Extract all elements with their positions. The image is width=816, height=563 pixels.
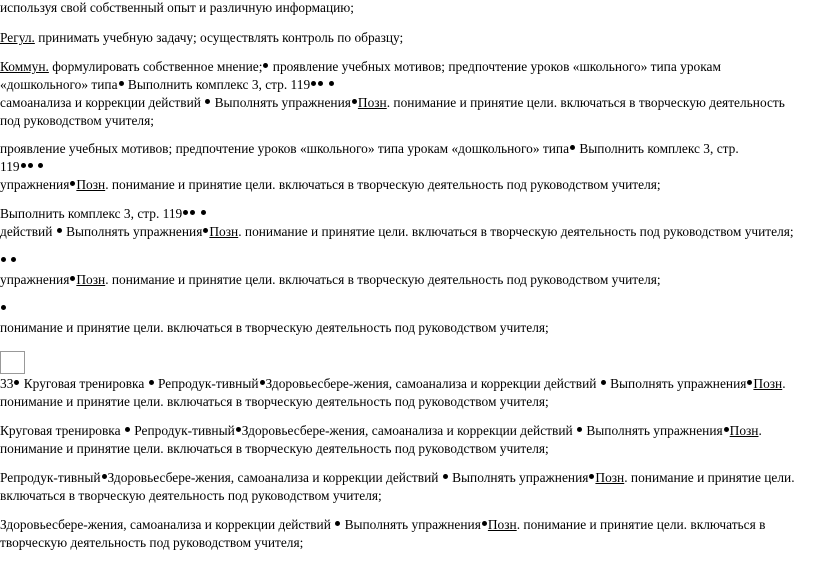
- bullet-icon: [1, 305, 6, 310]
- line-text: самоанализа и коррекции действий: [0, 95, 205, 110]
- bullet-icon: [183, 210, 188, 215]
- line-text: Репродук-тивный: [0, 470, 101, 485]
- text-line-22: [0, 517, 765, 533]
- bullet-icon: [263, 63, 268, 68]
- line-text: используя свой собственный опыт и различную информацию;: [0, 0, 354, 15]
- line-text: Выполнять упражнения: [62, 224, 203, 239]
- line-text: проявление учебных мотивов; предпочтение уроков «школьного» типа урокам «дошкольного» типа: [0, 141, 570, 156]
- bullet-icon: [482, 521, 487, 526]
- line-text: понимание и принятие цели. включаться в творческую деятельность под руководством учителя;: [0, 320, 549, 335]
- bullet-icon: [570, 145, 575, 150]
- bullet-icon: [577, 427, 582, 432]
- line-text: понимание и принятие цели. включаться в творческую деятельность под руководством учителя;: [0, 394, 549, 409]
- bullet-icon: [329, 81, 334, 86]
- empty-cell-box: [0, 351, 25, 374]
- bullet-icon: [589, 474, 594, 479]
- line-text: Репродук-тивный: [130, 423, 235, 438]
- line-text: Выполнять упражнения: [606, 376, 747, 391]
- pozn-link[interactable]: Позн: [357, 95, 387, 110]
- line-text: Здоровьесбере-жения, самоанализа и коррекции действий: [241, 423, 577, 438]
- text-line-3: [0, 59, 721, 75]
- line-text: Выполнить комплекс 3, стр.: [576, 141, 739, 156]
- text-line-5: [0, 95, 785, 111]
- text-line-17: [0, 394, 549, 410]
- line-text: принимать учебную задачу; осуществлять контроль по образцу;: [34, 30, 404, 45]
- text-line-1: [0, 0, 354, 16]
- text-line-4: [0, 77, 335, 93]
- bullet-icon: [21, 163, 26, 168]
- bullet-icon: [601, 380, 606, 385]
- bullet-icon: [335, 521, 340, 526]
- text-line-8: [0, 159, 44, 175]
- text-line-11: [0, 224, 794, 240]
- text-line-20: [0, 470, 795, 486]
- text-line-15: [0, 320, 549, 336]
- bullet-icon: [747, 380, 752, 385]
- bullet-icon: [125, 427, 130, 432]
- line-text: Круговая тренировка: [20, 376, 148, 391]
- bullet-icon: [190, 210, 195, 215]
- line-text: упражнения: [0, 177, 70, 192]
- bullet-icon: [119, 81, 124, 86]
- line-text: понимание и принятие цели. включаться в творческую деятельность под руководством учителя;: [0, 441, 549, 456]
- line-text: Здоровьесбере-жения, самоанализа и коррекции действий: [107, 470, 442, 485]
- bullet-icon: [318, 81, 323, 86]
- line-text: . понимание и принятие цели. включаться в творческую деятельность: [386, 95, 785, 110]
- text-line-18: [0, 423, 762, 439]
- text-line-6: [0, 113, 154, 129]
- bullet-icon: [149, 380, 154, 385]
- pozn-link[interactable]: Позн: [76, 177, 106, 192]
- line-text: действий: [0, 224, 56, 239]
- bullet-icon: [57, 228, 62, 233]
- text-line-2: [0, 30, 403, 46]
- pozn-link[interactable]: Позн: [76, 272, 106, 287]
- text-line-21: [0, 488, 382, 504]
- pozn-link[interactable]: Позн: [209, 224, 239, 239]
- line-text: Выполнять упражнения: [583, 423, 723, 438]
- text-line-23: [0, 535, 303, 551]
- line-text: .: [758, 423, 762, 438]
- line-text: Круговая тренировка: [0, 423, 124, 438]
- text-line-10: [0, 206, 207, 222]
- bullet-icon: [311, 81, 316, 86]
- line-text: включаться в творческую деятельность под руководством учителя;: [0, 488, 382, 503]
- bullet-icon: [203, 228, 208, 233]
- line-text: под руководством учителя;: [0, 113, 154, 128]
- text-line-19: [0, 441, 549, 457]
- bullet-icon: [70, 276, 75, 281]
- line-text: Выполнять упражнения: [448, 470, 589, 485]
- line-text: 119: [0, 159, 20, 174]
- bullet-icon: [201, 210, 206, 215]
- bullet-icon: [38, 163, 43, 168]
- bullet-icon: [1, 257, 6, 262]
- line-text: . понимание и принятие цели. включаться в творческую деятельность под руководством учителя;: [238, 224, 794, 239]
- pozn-link[interactable]: Позн: [729, 423, 759, 438]
- bullet-icon: [724, 427, 729, 432]
- pozn-link[interactable]: Позн: [753, 376, 783, 391]
- bullet-icon: [70, 181, 75, 186]
- bullet-icon: [14, 380, 19, 385]
- line-text: творческую деятельность под руководством учителя;: [0, 535, 304, 550]
- bullet-icon: [28, 163, 33, 168]
- text-line-14: [0, 301, 7, 317]
- bullet-icon: [102, 474, 107, 479]
- bullet-icon: [236, 427, 241, 432]
- pozn-link[interactable]: Позн: [487, 517, 517, 532]
- line-text: Здоровьесбере-жения, самоанализа и коррекции действий: [0, 517, 335, 532]
- line-text: Здоровьесбере-жения, самоанализа и коррекции действий: [265, 376, 600, 391]
- line-text: .: [782, 376, 786, 391]
- line-text: . понимание и принятие цели. включаться в творческую деятельность под руководством учителя;: [105, 272, 661, 287]
- bullet-icon: [260, 380, 265, 385]
- bullet-icon: [11, 257, 16, 262]
- text-line-16: [0, 376, 786, 392]
- line-text: . понимание и принятие цели. включаться в творческую деятельность под руководством учителя;: [105, 177, 661, 192]
- line-text: Репродук-тивный: [154, 376, 259, 391]
- line-text: проявление учебных мотивов; предпочтение уроков «школьного» типа урокам: [269, 59, 721, 74]
- line-text: . понимание и принятие цели. включаться в: [516, 517, 766, 532]
- text-line-13: [0, 272, 661, 288]
- text-line-7: [0, 141, 739, 157]
- line-text: Выполнить комплекс 3, стр. 119: [0, 206, 183, 221]
- line-text: . понимание и принятие цели.: [624, 470, 795, 485]
- bullet-icon: [205, 99, 210, 104]
- line-text: «дошкольного» типа: [0, 77, 118, 92]
- line-text: Выполнить комплекс 3, стр. 119: [124, 77, 311, 92]
- text-line-9: [0, 177, 661, 193]
- line-text: 33: [0, 376, 14, 391]
- line-text: упражнения: [0, 272, 70, 287]
- line-text: Выполнять упражнения: [211, 95, 351, 110]
- kommun-label: Коммун.: [0, 59, 49, 74]
- line-text: Выполнять упражнения: [341, 517, 481, 532]
- regul-label: Регул.: [0, 30, 35, 45]
- pozn-link[interactable]: Позн: [595, 470, 625, 485]
- bullet-icon: [352, 99, 357, 104]
- bullet-icon: [443, 474, 448, 479]
- line-text: формулировать собственное мнение;: [48, 59, 263, 74]
- text-line-12: [0, 253, 17, 269]
